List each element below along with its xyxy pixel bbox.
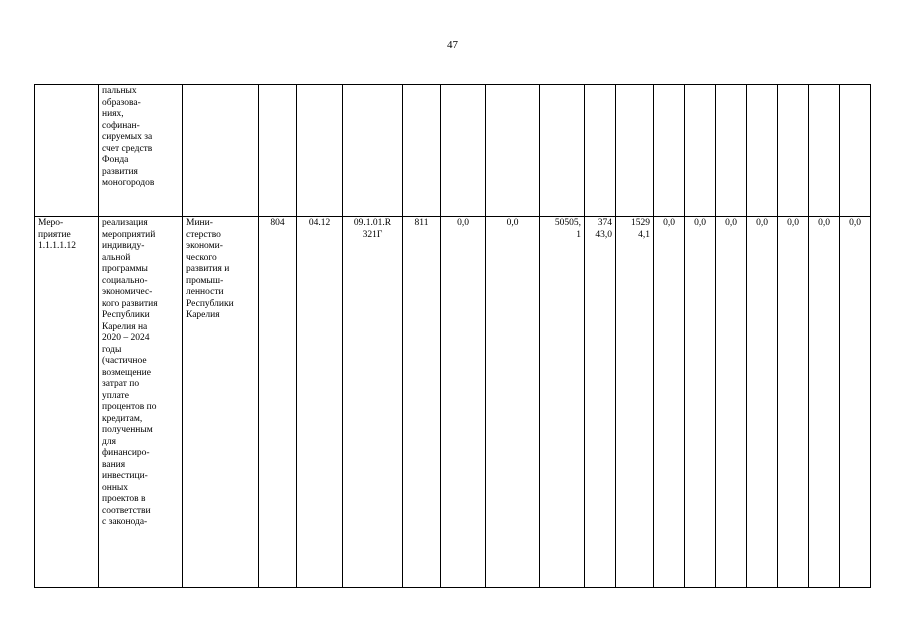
measure-name-cell: пальных образова- ниях, софинан- сируемых за счет средств Фонда развития моногородов — [99, 85, 183, 217]
table-cell — [685, 85, 716, 217]
amount-cell: 1529 4,1 — [616, 217, 654, 588]
table-cell — [654, 85, 685, 217]
amount-cell: 0,0 — [840, 217, 871, 588]
amount-cell: 374 43,0 — [585, 217, 616, 588]
page-number: 47 — [447, 39, 458, 51]
amount-cell: 0,0 — [441, 217, 486, 588]
amount-cell: 0,0 — [778, 217, 809, 588]
amount-cell: 0,0 — [654, 217, 685, 588]
amount-cell: 0,0 — [486, 217, 540, 588]
executor-cell: Мини- стерство экономи- ческого развития и промыш- ленности Республики Карелия — [183, 217, 259, 588]
amount-cell: 0,0 — [716, 217, 747, 588]
target-article-cell: 09.1.01.R 321Г — [343, 217, 403, 588]
table-cell — [343, 85, 403, 217]
table-cell — [840, 85, 871, 217]
table-cell — [486, 85, 540, 217]
table-cell — [540, 85, 585, 217]
amount-cell: 0,0 — [809, 217, 840, 588]
program-table — [34, 84, 871, 588]
section-code-cell: 04.12 — [297, 217, 343, 588]
amount-cell: 0,0 — [685, 217, 716, 588]
expense-type-cell: 811 — [403, 217, 441, 588]
table-cell — [716, 85, 747, 217]
table-row — [35, 217, 871, 588]
measure-cell: Меро- приятие 1.1.1.1.12 — [35, 217, 99, 588]
table-cell — [778, 85, 809, 217]
measure-cell — [35, 85, 99, 217]
table-cell — [585, 85, 616, 217]
table-cell — [259, 85, 297, 217]
grbs-code-cell: 804 — [259, 217, 297, 588]
table-row — [35, 85, 871, 217]
executor-cell — [183, 85, 259, 217]
table-cell — [616, 85, 654, 217]
table-cell — [747, 85, 778, 217]
table-cell — [297, 85, 343, 217]
table-cell — [441, 85, 486, 217]
table-cell — [809, 85, 840, 217]
amount-cell: 0,0 — [747, 217, 778, 588]
table-cell — [403, 85, 441, 217]
amount-cell: 50505, 1 — [540, 217, 585, 588]
measure-name-cell: реализация мероприятий индивиду- альной программы социально- экономичес- кого развития Республики Карелия на 2020 – 2024 годы (частичное возмещение затрат по уплате процентов по кредитам, полученным для финансиро- вания инвестици- онных проектов в соответстви с законода- — [99, 217, 183, 588]
